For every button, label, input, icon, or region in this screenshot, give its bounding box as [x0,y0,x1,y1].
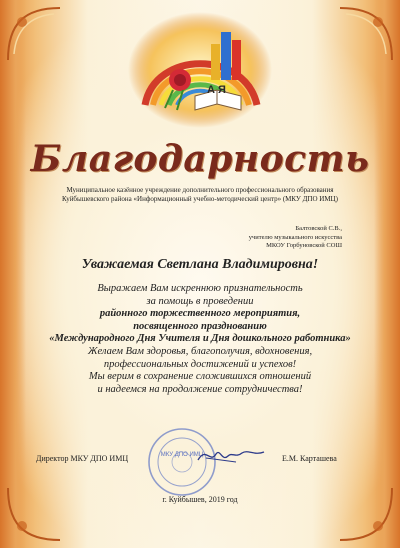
director-name: Е.М. Карташева [282,454,337,463]
body-line-8: Мы верим в сохранение сложившихся отношений [88,371,312,383]
corner-ornament-top-left [4,4,64,64]
body-line-5: «Международного Дня Учителя и Дня дошкольного работника» [49,333,351,345]
body-line-1: Выражаем Вам искреннюю признательность [97,283,303,294]
signature-block [0,436,400,496]
recipient-line-3: МКОУ Горбуновской СОШ [266,242,342,249]
certificate-title: Благодарность [30,138,370,180]
body-line-9: и надеемся на продолжение сотрудничества! [97,383,303,395]
body-line-7: профессиональных достижений и успехов! [103,358,297,370]
recipient-line-1: Балтовской С.В., [295,225,342,232]
corner-ornament-top-right [336,4,396,64]
recipient-block [192,225,342,251]
body-line-4: посвященного празднованию [133,320,267,332]
body-line-6: Желаем Вам здоровья, благополучия, вдохновения, [87,345,313,357]
body-line-3: районного торжественного мероприятия, [99,308,301,320]
director-signature [196,444,266,466]
body-line-2: за помощь в проведении [146,295,254,307]
gratitude-text [30,283,370,396]
recipient-line-2: учителю музыкального искусства [248,233,342,241]
organization-name [40,186,360,204]
organization-line-2: Куйбышевского района «Информационный учебно-методический центр» (МКУ ДПО ИМЦ) [62,195,338,203]
organization-line-1: Муниципальное казённое учреждение дополнительного профессионального образования [66,186,334,194]
city-and-date: г. Куйбышев, 2019 год [162,495,238,504]
stamp-text: МКУ ДПО ИМЦ [160,452,204,458]
emblem-book-rose [125,10,275,130]
director-title: Директор МКУ ДПО ИМЦ [36,454,129,463]
address-line: Уважаемая Светлана Владимировна! [81,257,319,272]
emblem-letters: А Я [207,84,226,96]
